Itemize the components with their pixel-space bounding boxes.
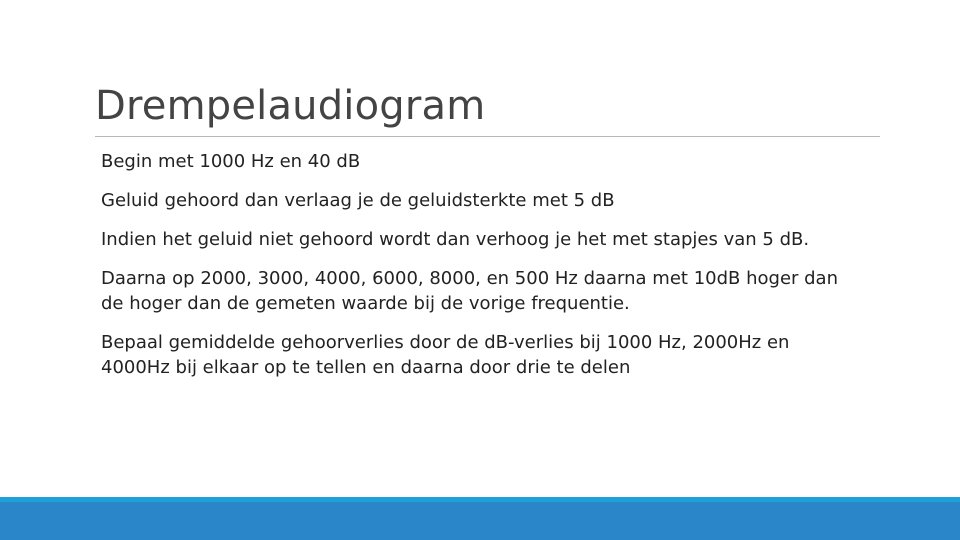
bullet-item: Geluid gehoord dan verlaag je de geluidsterkte met 5 dB (101, 190, 615, 211)
bullet-list (101, 149, 861, 394)
bullet-item: Indien het geluid niet gehoord wordt dan verhoog je het met stapjes van 5 dB. (101, 229, 810, 250)
title-underline (95, 136, 880, 137)
slide-title: Drempelaudiogram (95, 83, 486, 129)
bullet-item: Begin met 1000 Hz en 40 dB (101, 151, 361, 172)
bullet-item: Bepaal gemiddelde gehoorverlies door de dB-verlies bij 1000 Hz, 2000Hz en 4000Hz bij elkaar op te tellen en daarna door drie te delen (101, 332, 790, 378)
footer-accent-stripe (0, 497, 960, 502)
footer-bar (0, 497, 960, 540)
bullet-item: Daarna op 2000, 3000, 4000, 6000, 8000, en 500 Hz daarna met 10dB hoger dan de hoger dan de gemeten waarde bij de vorige frequentie. (101, 268, 838, 314)
